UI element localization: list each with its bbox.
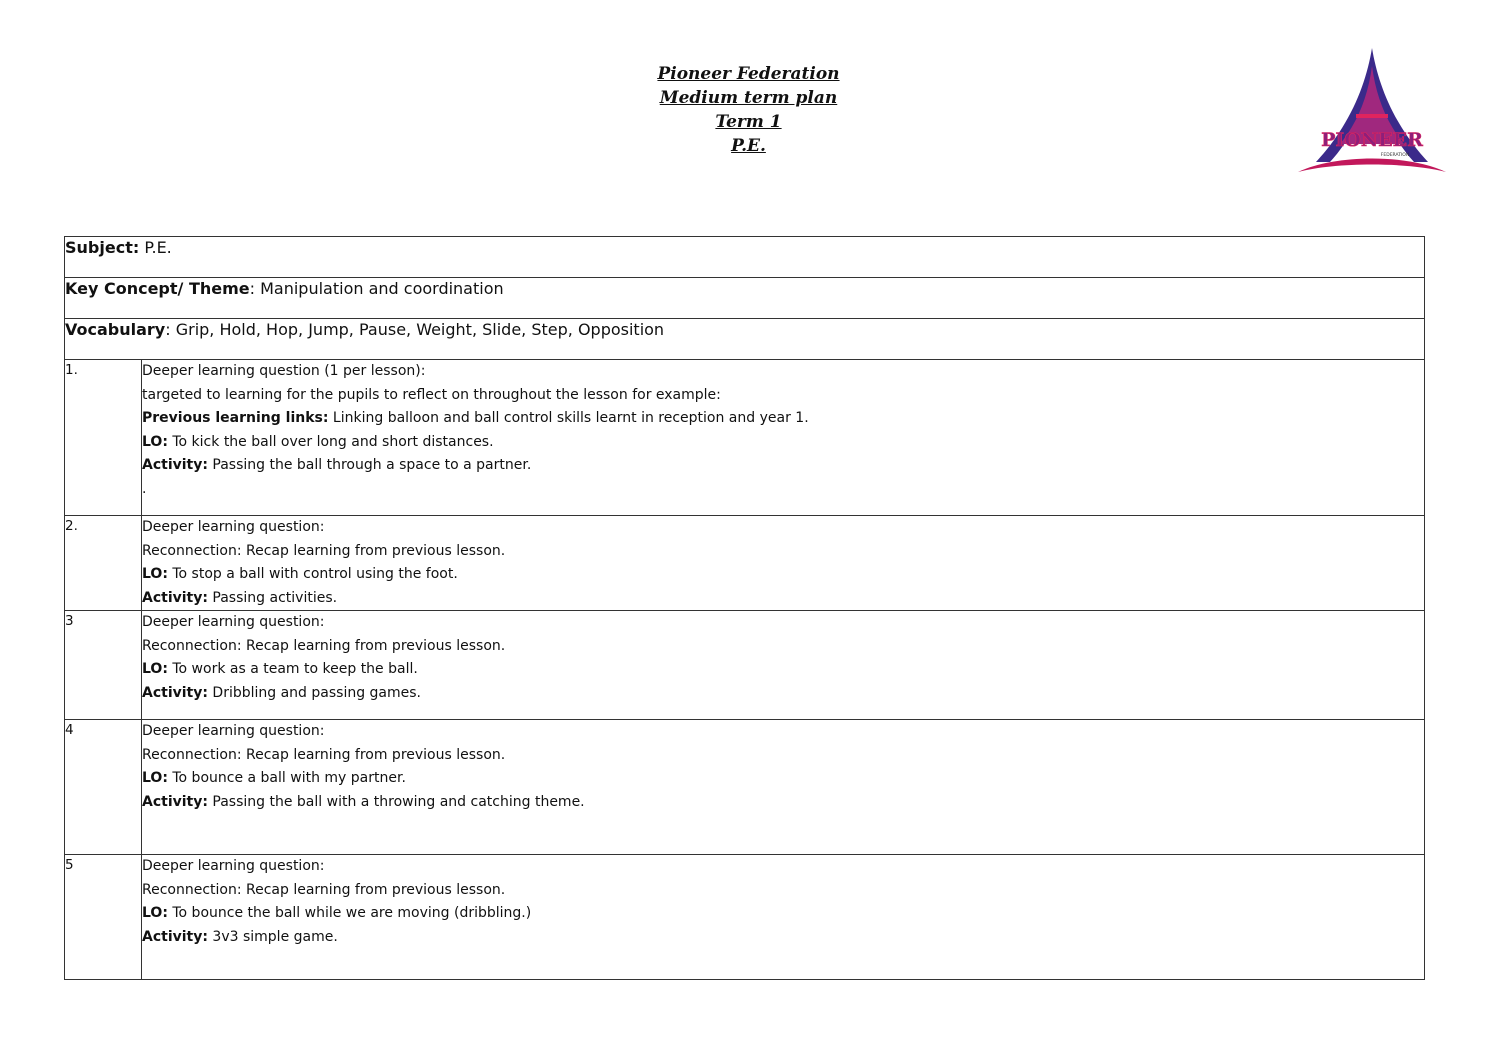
reconnection: Reconnection: Recap learning from previous lesson. <box>142 542 506 559</box>
key-concept-row <box>65 278 1425 319</box>
learning-objective <box>142 658 1424 682</box>
subject-row <box>65 237 1425 278</box>
activity <box>142 926 1424 950</box>
activity-value: Passing the ball through a space to a partner. <box>207 457 532 473</box>
lesson-number: 4 <box>65 720 142 855</box>
logo-subtext: FEDERATION <box>1380 153 1410 158</box>
lo-value: To stop a ball with control using the foot. <box>167 566 458 582</box>
deeper-learning-question: Deeper learning question: <box>142 723 325 739</box>
learning-objective <box>142 767 1424 791</box>
lesson-row <box>65 360 1425 516</box>
links-label: Previous learning links: <box>142 410 329 426</box>
activity <box>142 791 1424 815</box>
reconnection: Reconnection: Recap learning from previous lesson. <box>142 881 506 898</box>
lesson-row <box>65 611 1425 720</box>
lesson-note: targeted to learning for the pupils to reflect on throughout the lesson for example: <box>142 386 721 403</box>
lesson-content <box>142 855 1425 980</box>
lo-value: To work as a team to keep the ball. <box>167 661 418 677</box>
learning-objective <box>142 431 1424 455</box>
lesson-content <box>142 720 1425 855</box>
activity-value: Dribbling and passing games. <box>207 684 422 701</box>
lo-label: LO: <box>142 661 168 677</box>
activity <box>142 454 1424 478</box>
lo-value: To bounce the ball while we are moving (dribbling.) <box>167 905 532 921</box>
logo-text: PIONEER <box>1321 129 1423 151</box>
activity-label: Activity: <box>142 457 208 473</box>
vocabulary-row <box>65 319 1425 360</box>
title-line-term: Term 1 <box>715 112 782 132</box>
learning-objective <box>142 563 1424 587</box>
key-concept-value: : Manipulation and coordination <box>249 279 504 298</box>
lo-value: To bounce a ball with my partner. <box>167 770 406 786</box>
lesson-content <box>142 516 1425 611</box>
lo-label: LO: <box>142 770 168 786</box>
lesson-number: 1. <box>65 360 142 516</box>
lesson-number: 2. <box>65 516 142 611</box>
pioneer-logo <box>1296 44 1448 176</box>
vocabulary-label: Vocabulary <box>65 320 166 339</box>
lesson-number: 3 <box>65 611 142 720</box>
lo-label: LO: <box>142 566 168 582</box>
deeper-learning-question: Deeper learning question: <box>142 519 325 535</box>
deeper-learning-question: Deeper learning question: <box>142 614 325 630</box>
activity-value: 3v3 simple game. <box>207 928 338 945</box>
document-title <box>0 62 1497 158</box>
trailing-dot: . <box>142 480 147 497</box>
previous-learning-links <box>142 407 1424 431</box>
medium-term-plan-table <box>64 236 1425 980</box>
links-value: Linking balloon and ball control skills learnt in reception and year 1. <box>328 410 809 426</box>
title-line-federation: Pioneer Federation <box>657 64 840 84</box>
lo-value: To kick the ball over long and short distances. <box>167 433 494 450</box>
title-line-plan: Medium term plan <box>659 88 838 108</box>
activity-label: Activity: <box>142 684 208 701</box>
activity-label: Activity: <box>142 793 208 810</box>
activity-value: Passing the ball with a throwing and catching theme. <box>207 793 585 810</box>
lesson-row <box>65 516 1425 611</box>
reconnection: Reconnection: Recap learning from previous lesson. <box>142 746 506 763</box>
lesson-content <box>142 611 1425 720</box>
activity <box>142 587 1424 611</box>
reconnection: Reconnection: Recap learning from previous lesson. <box>142 637 506 654</box>
lesson-content <box>142 360 1425 516</box>
title-line-subject: P.E. <box>731 136 766 156</box>
vocabulary-value: : Grip, Hold, Hop, Jump, Pause, Weight, Slide, Step, Opposition <box>165 320 665 339</box>
deeper-learning-question: Deeper learning question: <box>142 858 325 874</box>
activity-label: Activity: <box>142 928 208 945</box>
subject-value: P.E. <box>139 238 172 257</box>
lesson-number: 5 <box>65 855 142 980</box>
activity-label: Activity: <box>142 589 208 606</box>
lesson-row <box>65 855 1425 980</box>
activity <box>142 682 1424 706</box>
activity-value: Passing activities. <box>207 589 338 606</box>
deeper-learning-question: Deeper learning question (1 per lesson): <box>142 363 426 379</box>
subject-label: Subject: <box>65 238 140 257</box>
learning-objective <box>142 902 1424 926</box>
key-concept-label: Key Concept/ Theme <box>65 279 250 298</box>
lesson-row <box>65 720 1425 855</box>
lo-label: LO: <box>142 905 168 921</box>
lo-label: LO: <box>142 433 168 450</box>
